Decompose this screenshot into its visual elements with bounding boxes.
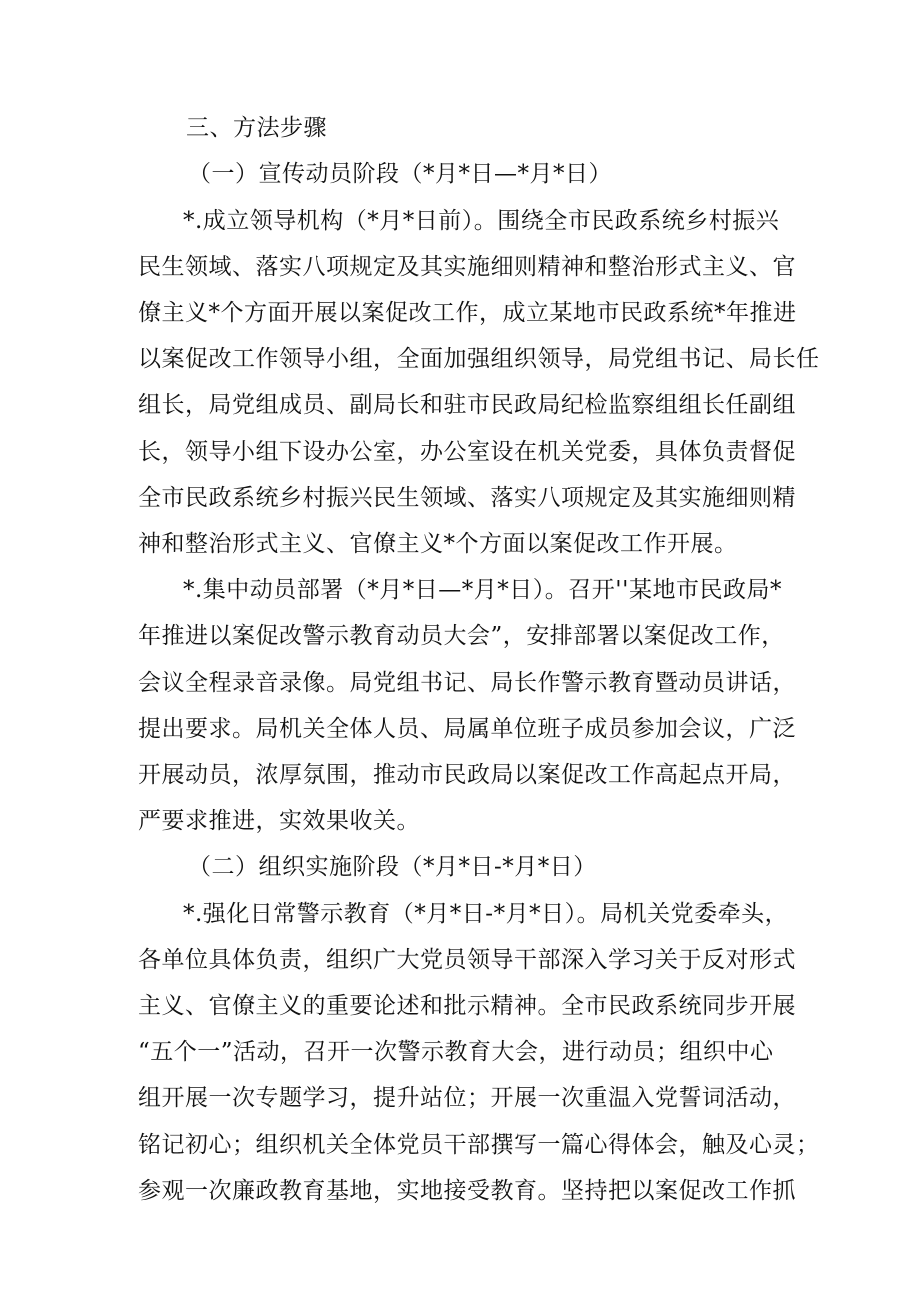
paragraph-line: 开展动员，浓厚氛围，推动市民政局以案促改工作高起点开局，: [138, 762, 796, 788]
paragraph-line: “五个一”活动，召开一次警示教育大会，进行动员；组织中心: [138, 1039, 774, 1065]
paragraph-line: 各单位具体负责，组织广大党员领导干部深入学习关于反对形式: [138, 947, 796, 973]
paragraph-line: 主义、官僚主义的重要论述和批示精神。全市民政系统同步开展: [138, 993, 796, 1019]
paragraph-line: 全市民政系统乡村振兴民生领域、落实八项规定及其实施细则精: [138, 485, 796, 511]
paragraph-line: *.集中动员部署（*月*日—*月*日）。召开''某地市民政局*: [183, 577, 782, 603]
paragraph-line: 参观一次廉政教育基地，实地接受教育。坚持把以案促改工作抓: [138, 1178, 796, 1204]
paragraph-line: 民生领域、落实八项规定及其实施细则精神和整治形式主义、官: [138, 254, 796, 280]
paragraph-line: 僚主义*个方面开展以案促改工作，成立某地市民政系统*年推进: [138, 300, 797, 326]
paragraph-line: *.强化日常警示教育（*月*日-*月*日）。局机关党委牵头，: [183, 901, 789, 927]
paragraph-line: 严要求推进，实效果收关。: [138, 808, 420, 834]
paragraph-line: 组长，局党组成员、副局长和驻市民政局纪检监察组组长任副组: [138, 392, 796, 418]
section-heading: 三、方法步骤: [186, 115, 327, 141]
subsection-heading: （二）组织实施阶段（*月*日-*月*日）: [188, 854, 597, 880]
subsection-heading: （一）宣传动员阶段（*月*日—*月*日）: [188, 161, 612, 187]
paragraph-line: 会议全程录音录像。局党组书记、局长作警示教育暨动员讲话，: [138, 670, 796, 696]
paragraph-line: 年推进以案促改警示教育动员大会”，安排部署以案促改工作，: [138, 623, 785, 649]
paragraph-line: 长，领导小组下设办公室，办公室设在机关党委，具体负责督促: [138, 439, 796, 465]
paragraph-line: 组开展一次专题学习，提升站位；开展一次重温入党誓词活动，: [138, 1085, 796, 1111]
paragraph-line: 神和整治形式主义、官僚主义*个方面以案促改工作开展。: [138, 531, 738, 557]
paragraph-line: 铭记初心；组织机关全体党员干部撰写一篇心得体会，触及心灵；: [138, 1132, 820, 1158]
paragraph-line: *.成立领导机构（*月*日前）。围绕全市民政系统乡村振兴: [183, 208, 780, 234]
paragraph-line: 提出要求。局机关全体人员、局属单位班子成员参加会议，广泛: [138, 716, 796, 742]
paragraph-line: 以案促改工作领导小组，全面加强组织领导，局党组书记、局长任: [138, 346, 820, 372]
